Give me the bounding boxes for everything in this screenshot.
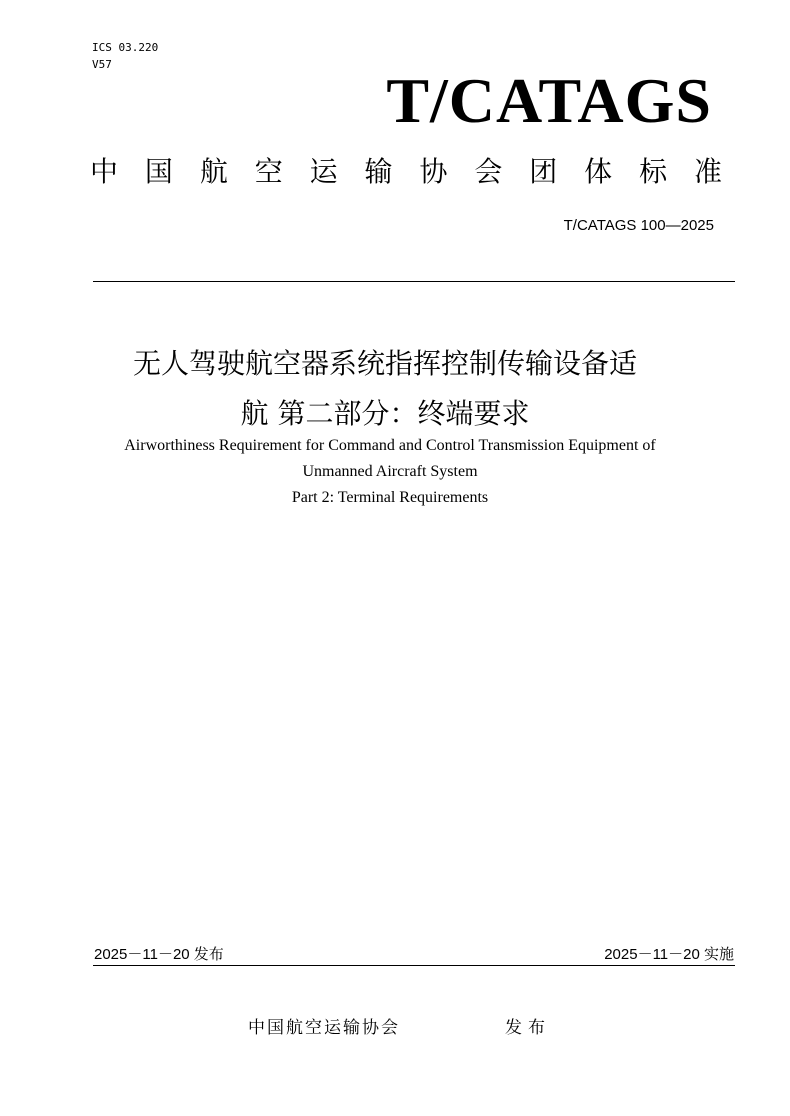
header-divider: [93, 281, 735, 282]
title-zh-line-1: 无人驾驶航空器系统指挥控制传输设备适: [132, 347, 637, 380]
issuer-name: 中国航空运输协会: [248, 1018, 400, 1038]
title-zh-line-2: 航 第二部分：终端要求: [240, 397, 530, 430]
standard-category: [90, 150, 722, 194]
standard-category-char: 国: [144, 155, 173, 188]
title-english: [20, 433, 760, 511]
publish-date: 2025－11－20 发布: [94, 946, 224, 963]
standard-category-char: 体: [584, 155, 613, 188]
standard-category-char: 中: [90, 155, 119, 188]
implement-date: 2025－11－20 实施: [604, 946, 734, 963]
ics-code: ICS 03.220: [92, 41, 159, 54]
standard-logo: T/CATAGS: [386, 65, 712, 136]
standard-category-char: 会: [474, 155, 503, 188]
standard-category-char: 输: [364, 155, 393, 188]
issue-label: 发布: [505, 1018, 551, 1038]
ccs-code: V57: [92, 58, 112, 71]
title-en-line-2: Unmanned Aircraft System: [302, 463, 478, 480]
standard-category-char: 标: [639, 155, 668, 188]
standard-category-char: 团: [529, 155, 558, 188]
standard-category-char: 运: [309, 155, 338, 188]
title-en-line-1: Airworthiness Requirement for Command and Control Transmission Equipment of: [124, 437, 656, 454]
standard-category-char: 准: [693, 155, 722, 188]
title-en-line-3: Part 2: Terminal Requirements: [291, 489, 489, 506]
standard-category-char: 协: [419, 155, 448, 188]
standard-category-char: 航: [199, 155, 228, 188]
standard-category-char: 空: [254, 155, 283, 188]
standard-number: T/CATAGS 100—2025: [563, 217, 714, 234]
title-chinese: [20, 339, 750, 439]
footer-divider: [93, 965, 735, 966]
